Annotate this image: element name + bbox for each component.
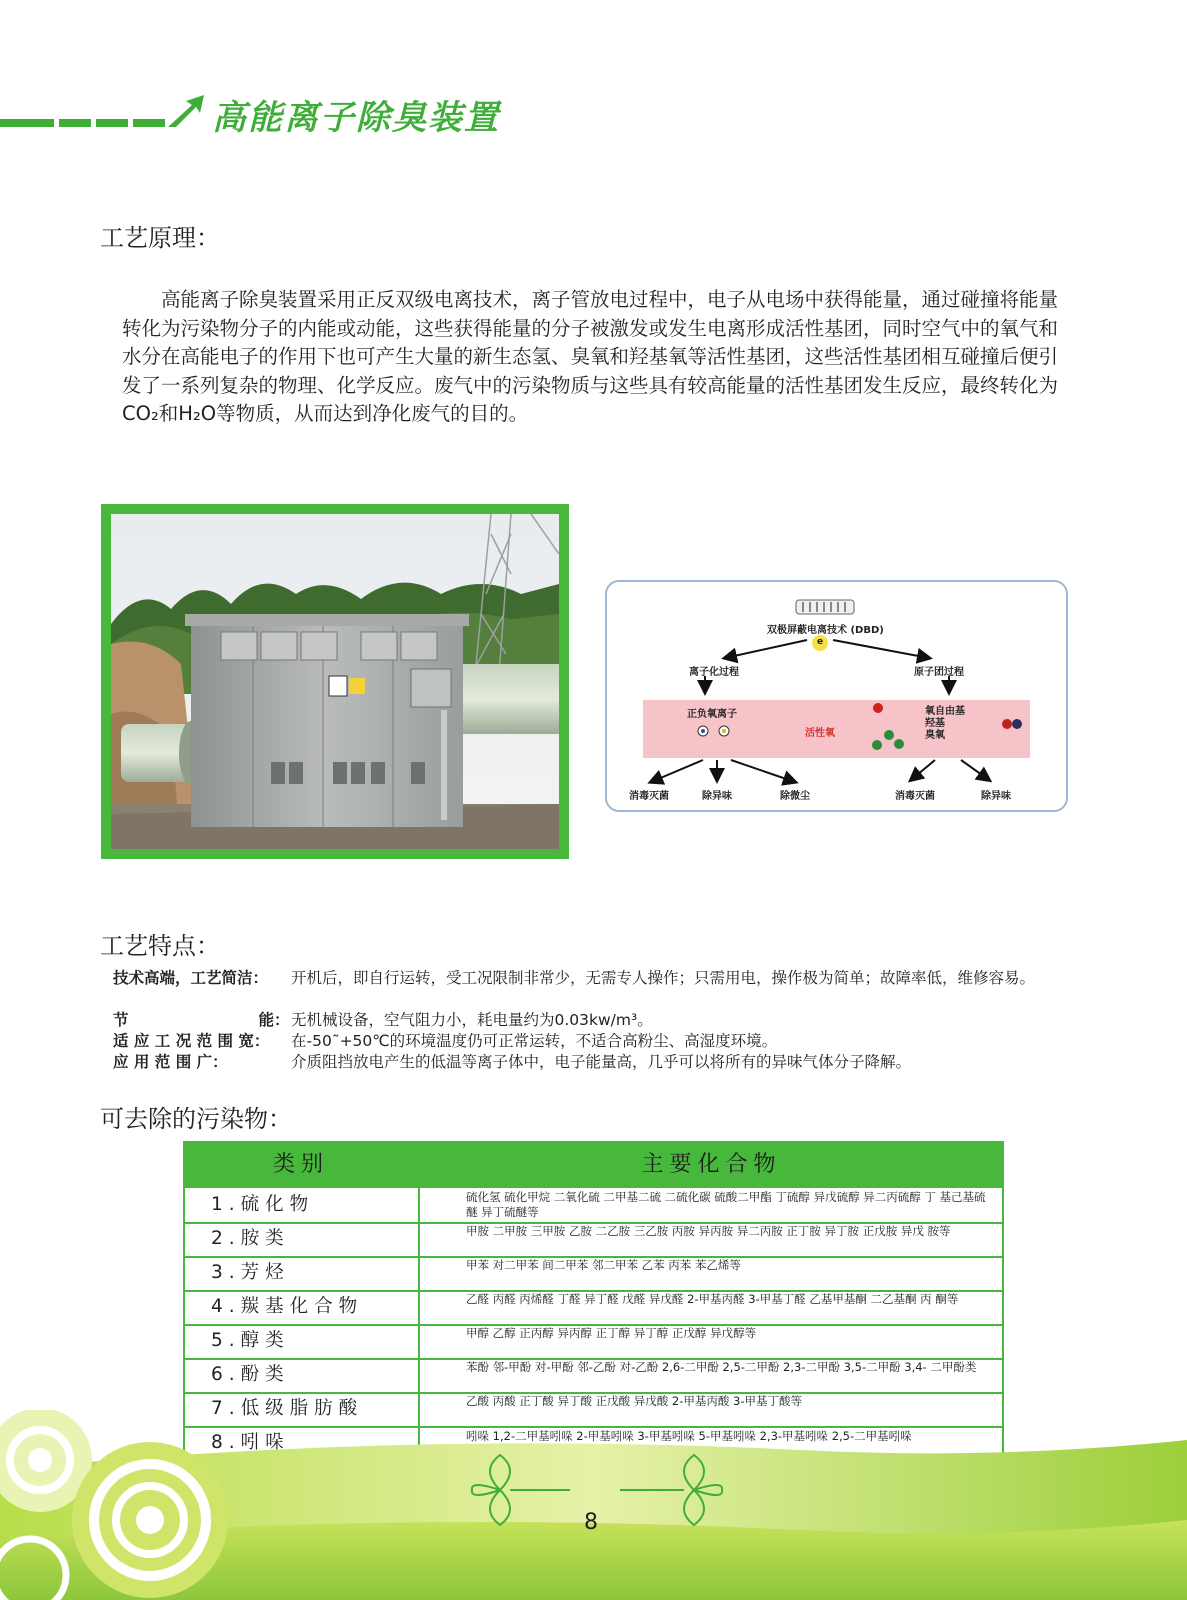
- feature-label: 应 用 范 围 广：: [113, 1053, 228, 1071]
- active-oxygen-label: 活性氧: [805, 728, 835, 739]
- outcome-label: 消毒灭菌: [629, 791, 669, 802]
- feature-label: 适 应 工 况 范 围 宽：: [113, 1032, 270, 1050]
- arrow-up-icon: [166, 91, 210, 131]
- feature-label: 节 能：: [113, 1011, 290, 1029]
- species-label: 氧自由基: [925, 706, 965, 717]
- compounds-cell: 乙酸 丙酸 正丁酸 异丁酸 正戊酸 异戊酸 2-甲基丙酸 3-甲基丁酸等: [466, 1394, 803, 1408]
- left-process-label: 离子化过程: [689, 667, 739, 678]
- category-cell: 8.吲哚: [211, 1432, 290, 1453]
- category-cell: 1.硫化物: [211, 1194, 315, 1215]
- header-dash: [0, 119, 54, 127]
- right-process-label: 原子团过程: [914, 667, 964, 678]
- outcome-label: 除微尘: [780, 791, 810, 802]
- diagram-graphics: [607, 582, 1066, 810]
- compounds-cell: 甲醇 乙醇 正丙醇 异丙醇 正丁醇 异丁醇 正戊醇 异戊醇等: [466, 1326, 757, 1340]
- column-header-compounds: 主要化合物: [641, 1152, 782, 1177]
- table-row: [183, 1188, 1004, 1222]
- header-dash: [133, 119, 165, 127]
- table-row: [183, 1358, 1004, 1392]
- compounds-cell: 苯酚 邻-甲酚 对-甲酚 邻-乙酚 对-乙酚 2,6-二甲酚 2,5-二甲酚 2,3-二甲酚 3,5-二甲酚 3,4- 二甲酚类: [466, 1360, 977, 1374]
- table-row: [183, 1324, 1004, 1358]
- compounds-cell: 甲胺 二甲胺 三甲胺 乙胺 二乙胺 三乙胺 丙胺 异丙胺 异二丙胺 正丁胺 异丁胺 正戊胺 异戊 胺等: [466, 1224, 951, 1238]
- features-heading: 工艺特点：: [100, 932, 220, 960]
- table-row: [183, 1290, 1004, 1324]
- compounds-cell: 吲哚 1,2-二甲基吲哚 2-甲基吲哚 3-甲基吲哚 5-甲基吲哚 2,3-甲基吲哚 2,5-二甲基吲哚: [466, 1429, 912, 1443]
- feature-text: 在-50˜+50℃的环境温度仍可正常运转，不适合高粉尘、高湿度环境。: [291, 1032, 778, 1050]
- category-cell: 2.胺类: [211, 1228, 290, 1249]
- outcome-label: 除异味: [702, 791, 732, 802]
- principle-heading: 工艺原理：: [100, 224, 220, 252]
- ionization-diagram: [605, 580, 1068, 812]
- feature-text: 介质阻挡放电产生的低温等离子体中，电子能量高，几乎可以将所有的异味气体分子降解。: [291, 1053, 912, 1071]
- outcome-label: 除异味: [981, 791, 1011, 802]
- compounds-cell: 乙醛 丙醛 丙烯醛 丁醛 异丁醛 戊醛 异戊醛 2-甲基丙醛 3-甲基丁醛 乙基甲基酮 二乙基酮 丙 酮等: [466, 1292, 959, 1306]
- table-row: [183, 1256, 1004, 1290]
- outcome-label: 消毒灭菌: [895, 791, 935, 802]
- header-dash: [96, 119, 128, 127]
- column-header-category: 类别: [272, 1152, 329, 1177]
- page-number: 8: [584, 1510, 598, 1535]
- table-header: [183, 1141, 1004, 1188]
- category-cell: 3.芳烃: [211, 1262, 290, 1283]
- feature-text: 开机后，即自行运转，受工况限制非常少，无需专人操作；只需用电，操作极为简单；故障率低，维修容易。: [291, 969, 1036, 987]
- electron-label: e: [817, 637, 824, 647]
- compounds-cell: 甲苯 对二甲苯 间二甲苯 邻二甲苯 乙苯 丙苯 苯乙烯等: [466, 1258, 741, 1272]
- species-label: 臭氧: [925, 730, 945, 741]
- feature-text: 无机械设备，空气阻力小，耗电量约为0.03kw/m³。: [291, 1011, 653, 1029]
- compounds-cell: 硫化氢 硫化甲烷 二氧化硫 二甲基二硫 二硫化碳 硫酸二甲酯 丁硫醇 异戊硫醇 异二丙硫醇 丁 基己基硫醚 异丁硫醚等: [466, 1190, 986, 1219]
- category-cell: 4.羰基化合物: [211, 1296, 364, 1317]
- diagram-top-label: 双极屏蔽电离技术 (DBD): [767, 625, 884, 636]
- equipment-photo-image: [111, 514, 559, 849]
- footer-decoration: [0, 1410, 1187, 1600]
- species-label: 羟基: [925, 718, 945, 729]
- equipment-photo: [101, 504, 569, 859]
- feature-label: 技术高端，工艺简洁：: [113, 969, 269, 987]
- page-title: 高能离子除臭装置: [212, 98, 500, 138]
- category-cell: 5.醇类: [211, 1330, 290, 1351]
- category-cell: 6.酚类: [211, 1364, 290, 1385]
- ions-label: 正负氧离子: [687, 709, 737, 720]
- header-dash: [59, 119, 91, 127]
- principle-paragraph: 高能离子除臭装置采用正反双级电离技术，离子管放电过程中，电子从电场中获得能量，通过碰撞将能量转化为污染物分子的内能或动能，这些获得能量的分子被激发或发生电离形成活性基团，同时空气中的氧气和水分在高能电子的作用下也可产生大量的新生态氢、臭氧和羟基氧等活性基团，这些活性基团相互碰撞后便引发了一系列复杂的物理、化学反应。废气中的污染物质与这些具有较高能量的活性基团发生反应，最终转化为CO₂和H₂O等物质，从而达到净化废气的目的。: [122, 288, 1059, 425]
- pollutants-heading: 可去除的污染物：: [100, 1105, 292, 1133]
- table-row: [183, 1222, 1004, 1256]
- category-cell: 7.低级脂肪酸: [211, 1398, 364, 1419]
